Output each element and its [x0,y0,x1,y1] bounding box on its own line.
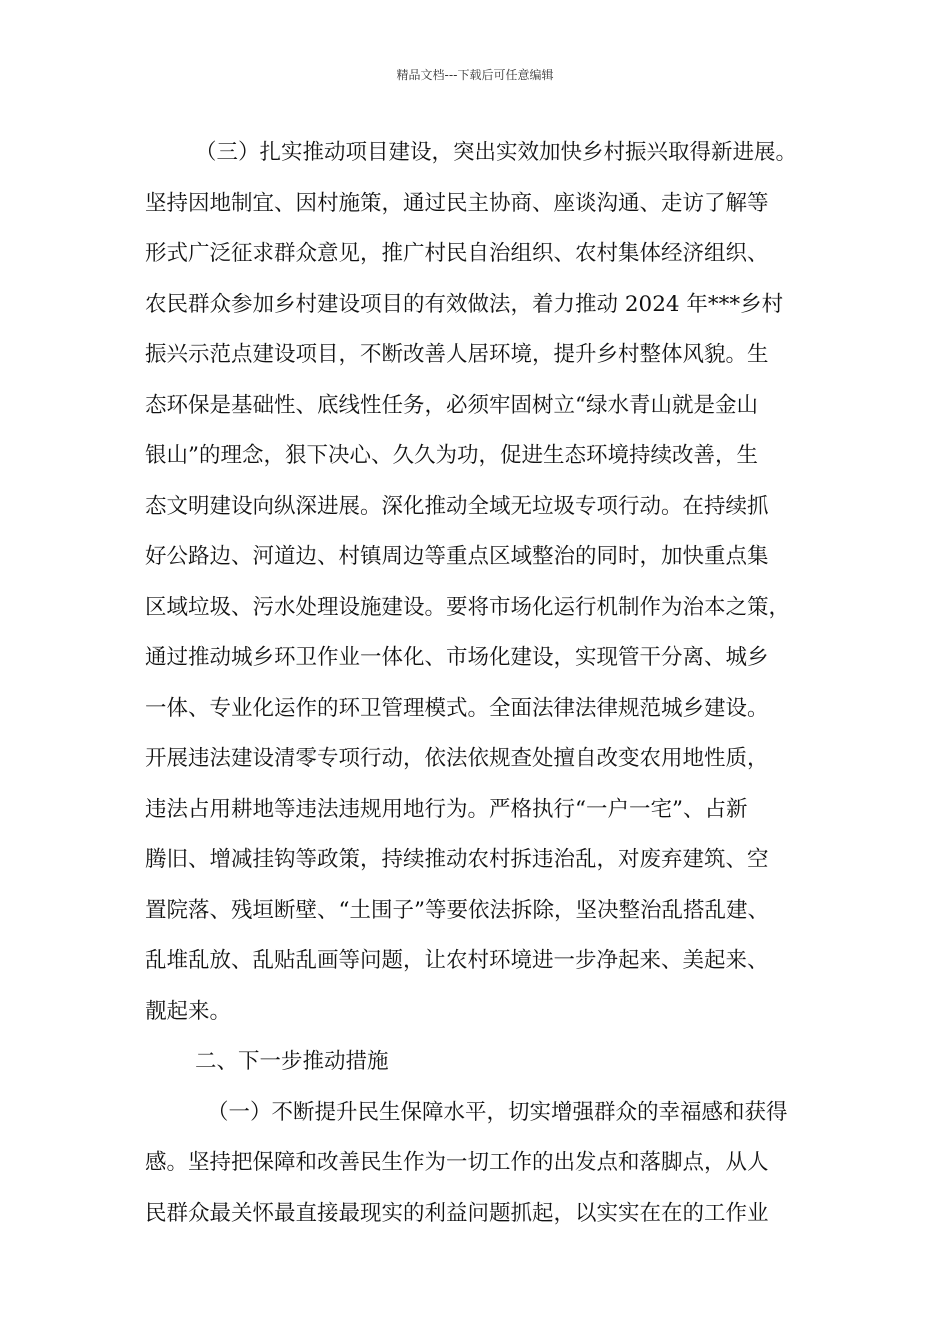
paragraph-line: （三）扎实推动项目建设，突出实效加快乡村振兴取得新进展。 [195,140,798,165]
paragraph-line: 态文明建设向纵深进展。深化推动全域无垃圾专项行动。在持续抓 [145,493,769,519]
paragraph-line: 置院落、残垣断壁、“土围子”等要依法拆除，坚决整治乱搭乱建、 [145,897,769,923]
paragraph-line: 振兴示范点建设项目，不断改善人居环境，提升乡村整体风貌。生 [145,342,769,367]
paragraph-line: 感。坚持把保障和改善民生作为一切工作的出发点和落脚点，从人 [145,1150,769,1175]
paragraph-line: 通过推动城乡环卫作业一体化、市场化建设，实现管干分离、城乡 [145,645,769,670]
paragraph-line: 坚持因地制宜、因村施策，通过民主协商、座谈沟通、走访了解等 [145,190,769,216]
paragraph-line: 民群众最关怀最直接最现实的利益问题抓起，以实实在在的工作业 [145,1200,769,1226]
page-header: 精品文档---下载后可任意编辑 [396,68,554,82]
paragraph-line: 银山”的理念，狠下决心、久久为功，促进生态环境持续改善，生 [145,443,758,468]
paragraph-line: 农民群众参加乡村建设项目的有效做法，着力推动 2024 年***乡村 [145,291,784,317]
paragraph-line: 开展违法建设清零专项行动，依法依规查处擅自改变农用地性质， [145,746,769,771]
paragraph-line: 靓起来。 [145,998,232,1024]
document-body [145,128,825,1239]
section-heading: 二、下一步推动措施 [195,1049,389,1074]
paragraph-line: （一）不断提升民生保障水平，切实增强群众的幸福感和获得 [207,1099,788,1125]
paragraph-line: 态环保是基础性、底线性任务，必须牢固树立“绿水青山就是金山 [145,392,758,418]
paragraph-line: 乱堆乱放、乱贴乱画等问题，让农村环境进一步净起来、美起来、 [145,948,769,973]
paragraph-line: 违法占用耕地等违法违规用地行为。严格执行“一户一宅”、占新 [145,796,748,822]
paragraph-line: 好公路边、河道边、村镇周边等重点区域整治的同时，加快重点集 [145,544,769,569]
paragraph-line: 形式广泛征求群众意见，推广村民自治组织、农村集体经济组织、 [145,241,769,266]
paragraph-line: 腾旧、增减挂钩等政策，持续推动农村拆违治乱，对废弃建筑、空 [145,847,769,872]
paragraph-line: 一体、专业化运作的环卫管理模式。全面法律法律规范城乡建设。 [145,695,769,721]
paragraph-line: 区域垃圾、污水处理设施建设。要将市场化运行机制作为治本之策， [145,594,791,620]
